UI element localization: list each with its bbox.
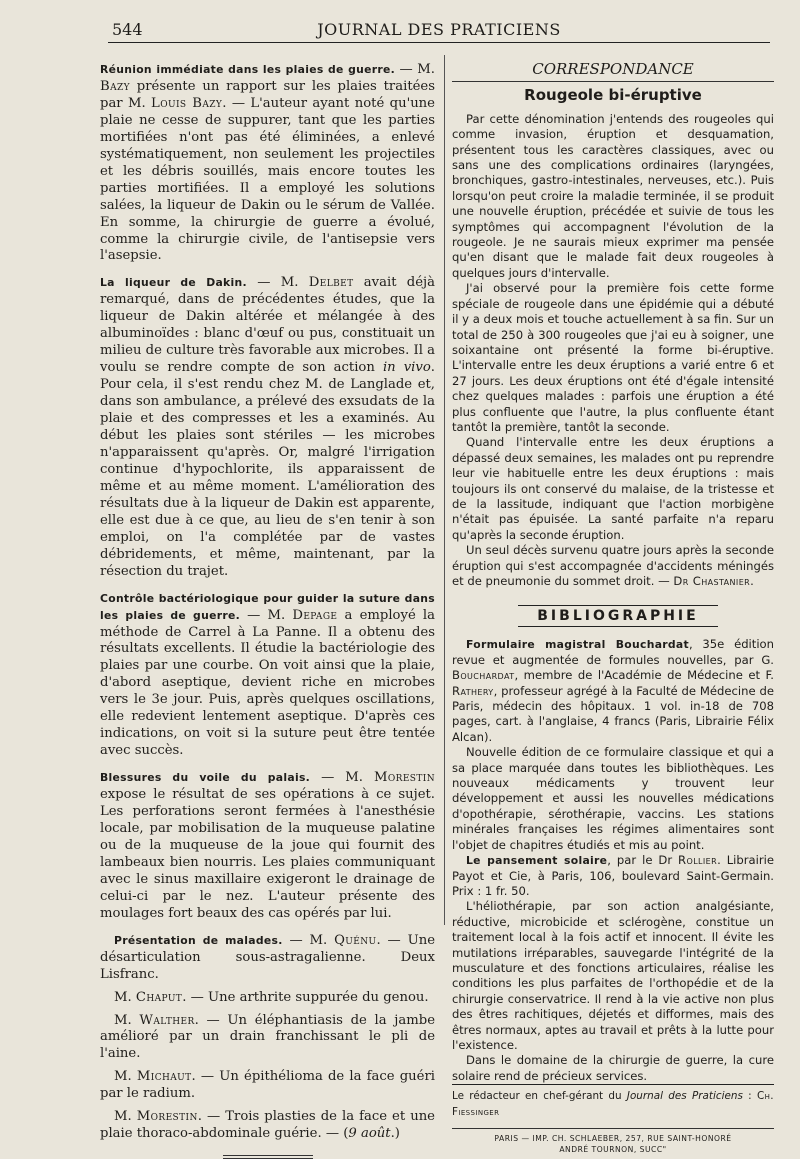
author-name: Quénu bbox=[334, 932, 377, 948]
author-name: Depage bbox=[292, 607, 338, 623]
author-name: Louis Bazy bbox=[151, 95, 223, 111]
paragraph: L'héliothérapie, par son action analgésiante, réductive, microbicide et sclérogène, constitue un traitement local à la fois actif et innocent. Il évite les mutilations irréparables, sauvegarde l'intégrité de la musculature et des fonctions articulaires, réalise les conditions les plus parfaites de l'orthopédie et de la chirurgie conservatrice. Il rend à la vie active non plus des êtres rachitiques, déjetés et difformes, mais des êtres normaux, aptes au travail et prêts à la lutte pour l'existence. bbox=[452, 899, 774, 1052]
author-name: Bazy bbox=[100, 78, 130, 94]
review-formulaire: Formulaire magistral Bouchardat, 35e édition revue et augmentée de formules nouvelles, par G. Bouchardat, membre de l'Académie de Médecine et F. Rathery, professeur agrégé à la Faculté de Médecine de Paris, médecin des hôpitaux. 1 vol. in-18 de 708 pages, cart. à l'anglaise, 4 francs (Paris, Librairie Félix Alcan). bbox=[452, 637, 774, 744]
section-rule bbox=[452, 81, 774, 82]
article-controle: Contrôle bactériologique pour guider la suture dans les plaies de guerre. — M. Depage a employé la méthode de Carrel à La Panne. Il a obtenu des résultats excellents. Il étudie la bactériologie des plaies par une courbe. On voit ainsi que la plaie, d'abord aseptique, devient riche en microbes vers le 3e jour. Puis, après quelques oscillations, elle redevient lentement aseptique. D'après ces indications, on voit si la suture peut être tentée avec succès. bbox=[100, 591, 435, 759]
article-presentation: Présentation de malades. — M. Quénu. — Une désarticulation sous-astragalienne. Deux Lisfranc. bbox=[100, 932, 435, 982]
presentation-item: M. Morestin. — Trois plasties de la face et une plaie thoraco-abdominale guérie. — (9 août.) bbox=[100, 1109, 435, 1142]
editor-line: Le rédacteur en chef-gérant du Journal des Praticiens : Ch. Fiessinger bbox=[452, 1084, 774, 1120]
paragraph: Quand l'intervalle entre les deux éruptions a dépassé deux semaines, les malades ont pu reprendre leur vie habituelle entre les deux éruptions : mais toujours ils ont conservé du malaise, de la tristesse et de la lassitude, indiquant que l'action morbigène n'était pas épuisée. La santé parfaite n'a reparu qu'après la seconde éruption. bbox=[452, 435, 774, 542]
author-name: Chaput bbox=[135, 989, 183, 1005]
author-name: Delbet bbox=[308, 275, 354, 291]
article-heading: Contrôle bactériologique pour guider la suture dans les plaies de guerre. bbox=[100, 591, 435, 622]
article-heading: Réunion immédiate dans les plaies de guerre. bbox=[100, 63, 396, 76]
author-name: Morestin bbox=[373, 770, 435, 786]
page-header bbox=[108, 18, 770, 43]
review-title: Formulaire magistral Bouchardat bbox=[466, 638, 689, 652]
author-name: Michaut bbox=[136, 1069, 192, 1085]
left-column bbox=[100, 62, 435, 1159]
author-name: Dr Chastanier bbox=[673, 574, 751, 588]
paragraph: J'ai observé pour la première fois cette forme spéciale de rougeole dans une épidémie qui a débuté il y a deux mois et touche actuellement à sa fin. Sur un total de 250 à 300 rougeoles que j'ai eu à soigner, une soixantaine ont présenté la forme bi-éruptive. L'intervalle entre les deux éruptions a varié entre 6 et 27 jours. Les deux éruptions ont été d'égale intensité chez quelques malades : parfois une éruption a été plus confluente que l'autre, la plus confluente étant tantôt la première, tantôt la seconde. bbox=[452, 281, 774, 434]
article-heading: La liqueur de Dakin. bbox=[100, 276, 247, 290]
paragraph: Nouvelle édition de ce formulaire classique et qui a sa place marquée dans toutes les bibliothèques. Les nouveaux médicaments y trouvent leur développement et aussi les nouvelles médications d'opothérapie, sérothérapie, vaccins. Les stations minérales françaises les régimes alimentaires sont l'objet de chapitres étudiés et mis au point. bbox=[452, 745, 774, 852]
review-pansement: Le pansement solaire, par le Dr Rollier. Librairie Payot et Cie, à Paris, 106, boulevard Saint-Germain. Prix : 1 fr. 50. bbox=[452, 853, 774, 898]
author-name: Ch. Fiessinger bbox=[452, 1090, 774, 1118]
article-dakin: La liqueur de Dakin. — M. Delbet avait déjà remarqué, dans de précédentes études, que la liqueur de Dakin altérée et mélangée à des albuminoïdes : blanc d'œuf ou pus, constituait un milieu de culture très favorable aux microbes. Il a voulu se rendre compte de son action in vivo. Pour cela, il s'est rendu chez M. de Langlade et, dans son ambulance, a prélevé des exsudats de la plaie et des compresses et les a examinés. Au début les plaies sont stériles — les microbes n'apparaissent qu'après. Or, malgré l'irrigation continue d'hypochlorite, ils apparaissent de même et au même moment. L'amélioration des résultats due à la liqueur de Dakin est apparente, elle est due à ce que, au lieu de s'en tenir à son emploi, on l'a complétée par de vastes débridements, et même, maintenant, par la résection du trajet. bbox=[100, 275, 435, 579]
presentation-item: M. Michaut. — Un épithélioma de la face guéri par le radium. bbox=[100, 1069, 435, 1102]
paragraph: Un seul décès survenu quatre jours après la seconde éruption qui s'est accompagnée d'accidents méningés et de pneumonie du sommet droit. — Dr Chastanier. bbox=[452, 543, 774, 588]
presentation-item: M. Chaput. — Une arthrite suppurée du genou. bbox=[114, 989, 429, 1005]
author-name: Rathery bbox=[452, 683, 494, 698]
article-reunion: Réunion immédiate dans les plaies de guerre. — M. Bazy présente un rapport sur les plaies traitées par M. Louis Bazy. — L'auteur ayant noté qu'une plaie ne cesse de suppurer, tant que les parties mortifiées n'ont pas été éliminées, a enlevé systématiquement, non seulement les projectiles et les débris souillés, mais encore toutes les parties mortifiées. Il a employé les solutions salées, la liqueur de Dakin ou le sérum de Vallée. En somme, la chirurgie de guerre a évolué, comme la chirurgie civile, de l'antisepsie vers l'asepsie. bbox=[100, 62, 435, 264]
bibliographie-heading: BIBLIOGRAPHIE bbox=[518, 605, 718, 627]
author-name: Bouchardat bbox=[452, 668, 515, 683]
column-divider bbox=[444, 55, 445, 925]
printer-imprint: PARIS — IMP. CH. SCHLAEBER, 257, RUE SAINT-HONORÉ ANDRÉ TOURNON, SUCC" bbox=[452, 1128, 774, 1155]
presentation-item: M. Walther. — Un éléphantiasis de la jambe amélioré par un drain franchissant le pli de l'aine. bbox=[100, 1012, 435, 1062]
journal-title: JOURNAL DES PRATICIENS bbox=[317, 20, 561, 39]
right-column bbox=[452, 62, 774, 1155]
article-title: Rougeole bi-éruptive bbox=[524, 86, 702, 105]
article-heading: Présentation de malades. bbox=[114, 933, 283, 947]
author-name: Rollier bbox=[678, 853, 718, 868]
author-name: Walther bbox=[139, 1012, 195, 1028]
review-title: Le pansement solaire bbox=[466, 854, 608, 868]
page-number: 544 bbox=[112, 20, 143, 39]
author-name: Morestin bbox=[136, 1109, 198, 1125]
end-rule bbox=[223, 1155, 313, 1159]
article-heading: Blessures du voile du palais. bbox=[100, 771, 311, 785]
paragraph: Dans le domaine de la chirurgie de guerre, la cure solaire rend de précieux services. bbox=[452, 1053, 774, 1083]
paragraph: Par cette dénomination j'entends des rougeoles qui comme invasion, éruption et desquamation, présentent tous les caractères classiques, avec ou sans une des complications ordinaires (laryngées, bronchiques, gastro-intestinales, nerveuses, etc.). Puis lorsqu'on peut croire la maladie terminée, il se produit une nouvelle éruption, précédée et suivie de tous les symptômes qui accompagnent l'évolution de la rougeole. Je ne saurais mieux exprimer ma pensée qu'en disant que le malade fait deux rougeoles à quelques jours d'intervalle. bbox=[452, 111, 774, 280]
article-voile: Blessures du voile du palais. — M. Morestin expose le résultat de ses opérations à ce sujet. Les perforations seront fermées à l'anesthésie locale, par mobilisation de la muqueuse palatine ou de la muqueuse de la joue qui fournit des lambeaux bien nourris. Les plaies communiquant avec le sinus maxillaire exigeront le drainage de celui-ci par le nez. L'auteur présente des moulages fort beaux des cas opérés par lui. bbox=[100, 770, 435, 921]
section-title: CORRESPONDANCE bbox=[532, 60, 694, 78]
session-date: 9 août bbox=[348, 1126, 391, 1142]
